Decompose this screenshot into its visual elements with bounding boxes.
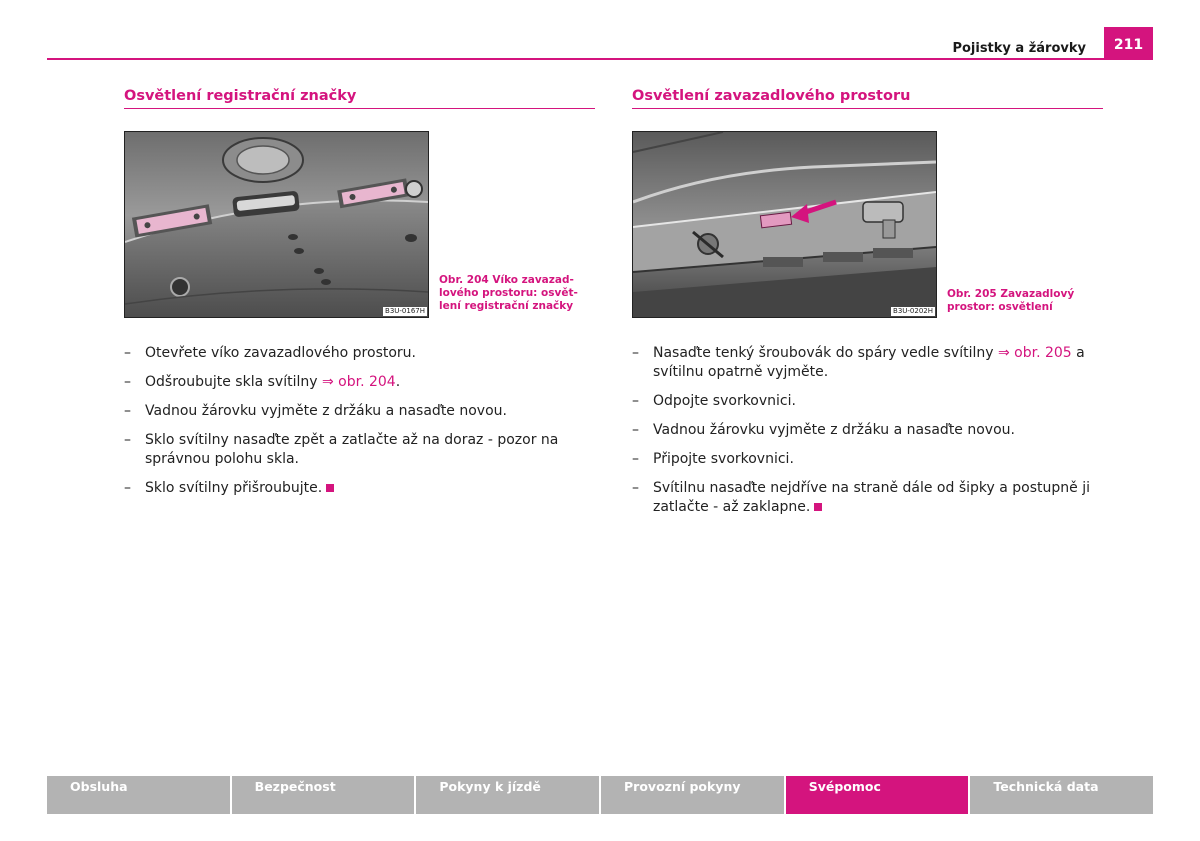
figure-reference-link[interactable]: ⇒ obr. 205 (997, 345, 1072, 361)
nav-tab-obsluha[interactable]: Obsluha (47, 776, 230, 814)
caption-line: lového prostoru: osvět- (439, 287, 578, 299)
section-title-license-plate-light: Osvětlení registrační značky (124, 88, 357, 104)
section-rule-right (632, 108, 1103, 109)
list-item: – Odpojte svorkovnici. (632, 393, 796, 409)
figure-205-caption (947, 288, 1074, 314)
figure-code: B3U-0167H (385, 307, 425, 315)
nav-tab-provozni-pokyny[interactable]: Provozní pokyny (601, 776, 784, 814)
list-item: – Odšroubujte skla svítilny ⇒ obr. 204. (124, 374, 401, 390)
header-rule (47, 58, 1153, 60)
section-rule-left (124, 108, 595, 109)
caption-line: Obr. 205 Zavazadlový (947, 288, 1075, 300)
chapter-nav-bar (47, 776, 1153, 814)
nav-tab-svepomoc[interactable]: Svépomoc (786, 776, 969, 814)
figure-code: B3U-0202H (893, 307, 933, 315)
list-item: – Svítilnu nasaďte nejdříve na straně dále od šipky a postupně ji zatlačte - až zaklapne. (632, 480, 1090, 515)
running-header-title: Pojistky a žárovky (952, 41, 1086, 56)
figure-204-caption (439, 274, 578, 313)
page-number: 211 (1104, 27, 1153, 60)
list-item: – Nasaďte tenký šroubovák do spáry vedle svítilny ⇒ obr. 205 a svítilnu opatrně vyjměte. (632, 345, 1085, 380)
list-item: – Sklo svítilny přišroubujte. (124, 479, 596, 498)
caption-line: prostor: osvětlení (947, 301, 1053, 313)
figure-205-trunk-space (632, 131, 937, 318)
figure-204-trunk-lid (124, 131, 429, 318)
nav-tab-pokyny-k-jizde[interactable]: Pokyny k jízdě (416, 776, 599, 814)
trunk-space-illustration (633, 132, 936, 317)
trunk-lid-illustration (125, 132, 428, 317)
list-item: – Vadnou žárovku vyjměte z držáku a nasaďte novou. (124, 403, 507, 419)
nav-tab-bezpecnost[interactable]: Bezpečnost (232, 776, 415, 814)
list-item: – Připojte svorkovnici. (632, 451, 794, 467)
list-item: – Vadnou žárovku vyjměte z držáku a nasaďte novou. (632, 422, 1015, 438)
nav-tab-technicka-data[interactable]: Technická data (970, 776, 1153, 814)
list-item: – Otevřete víko zavazadlového prostoru. (124, 345, 416, 361)
caption-line: Obr. 204 Víko zavazad- (439, 274, 574, 286)
figure-reference-link[interactable]: ⇒ obr. 204 (321, 374, 396, 390)
section-end-mark (814, 503, 822, 511)
steps-list-right (632, 344, 1104, 527)
list-item: – Sklo svítilny nasaďte zpět a zatlačte až na doraz - pozor na správnou polohu skla. (124, 432, 559, 467)
caption-line: lení registrační značky (439, 300, 574, 312)
section-end-mark (326, 484, 334, 492)
steps-list-left (124, 344, 596, 508)
section-title-trunk-light: Osvětlení zavazadlového prostoru (632, 88, 911, 104)
